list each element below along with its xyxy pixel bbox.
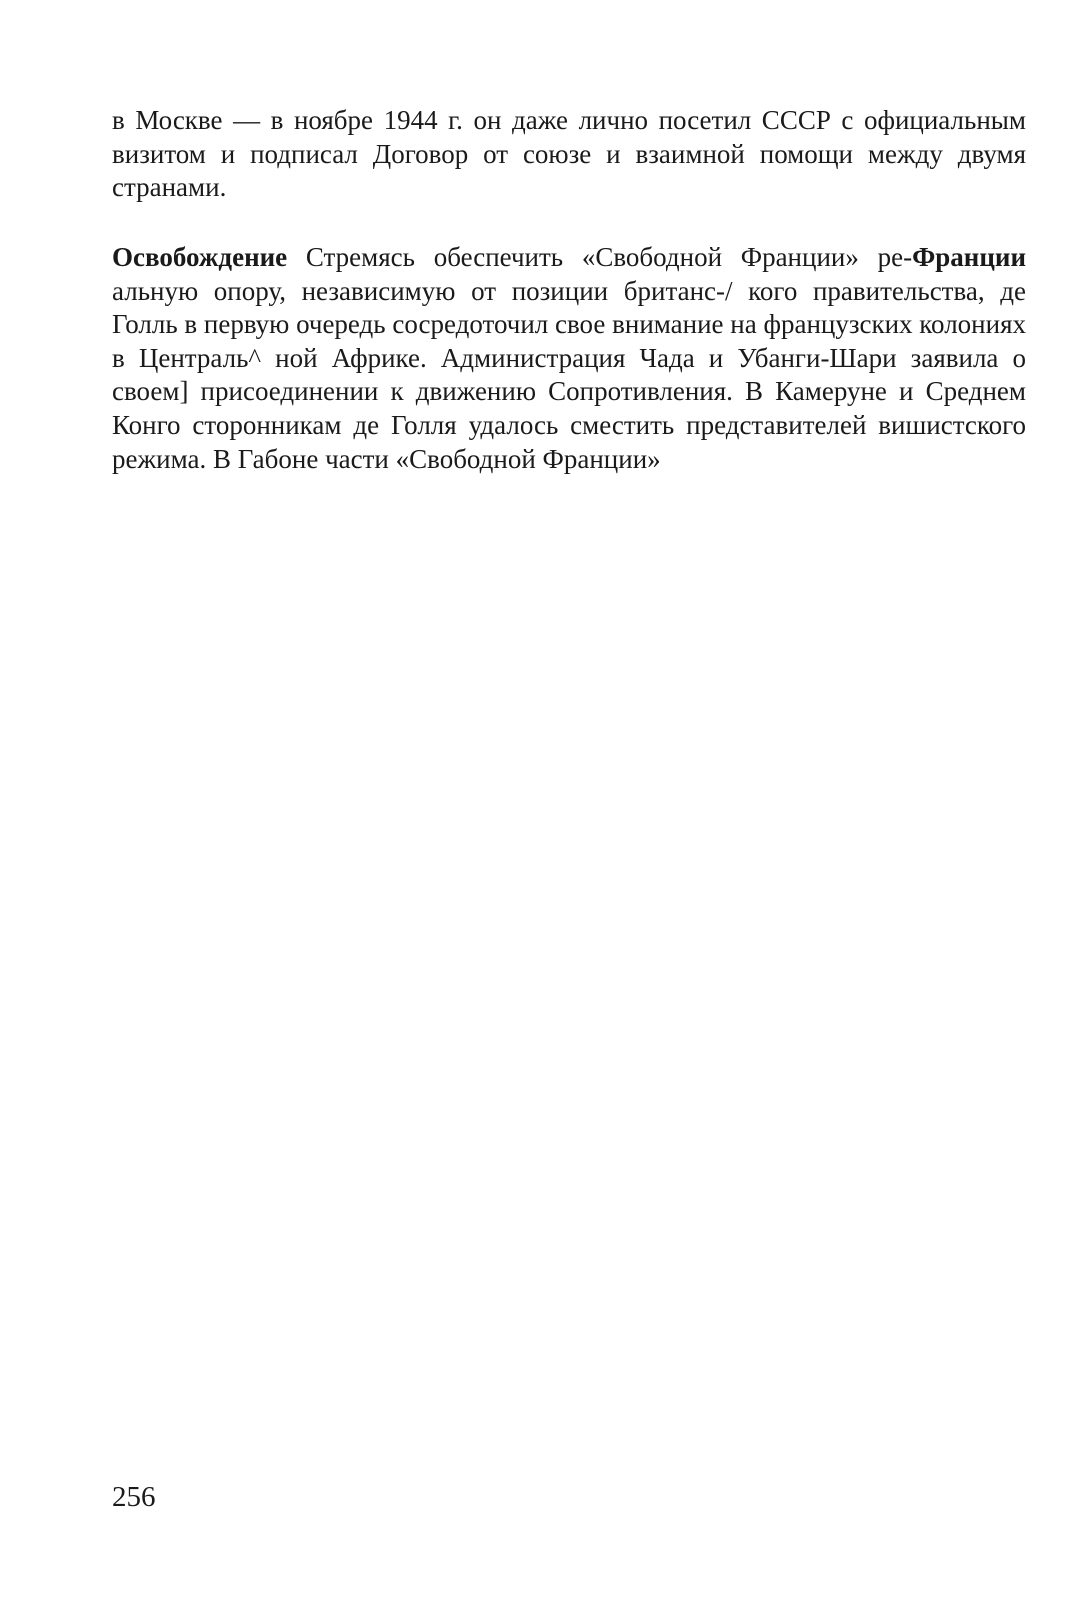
page-number: 256: [112, 1481, 156, 1513]
paragraph-liberation: [112, 241, 1026, 476]
paragraph-moscow-visit: в Москве — в ноябре 1944 г. он даже лично посетил СССР с официальным визитом и подписал Договор от союзе и взаимной помощи между двумя странами.: [112, 105, 1026, 203]
paragraph-liberation-text-a: Стремясь обеспечить «Свободной Франции» ре-: [287, 242, 913, 272]
margin-heading-liberation: Освобождение: [112, 242, 288, 272]
paragraph-liberation-text-b: альную опору, независимую от позиции британс-/ кого правительства, де Голль в первую очередь сосредоточил свое внимание на французских колониях в Централь^ ной Африке. Администрация Чада и Убанги-Шари заявила о своем] присоединении к движению Сопротивления. В Камеруне и Среднем Конго сторонникам де Голля удалось сместить представителей вишистского режима. В Габоне части «Свободной Франции»: [112, 275, 1026, 474]
margin-heading-france: Франции: [912, 242, 1026, 272]
